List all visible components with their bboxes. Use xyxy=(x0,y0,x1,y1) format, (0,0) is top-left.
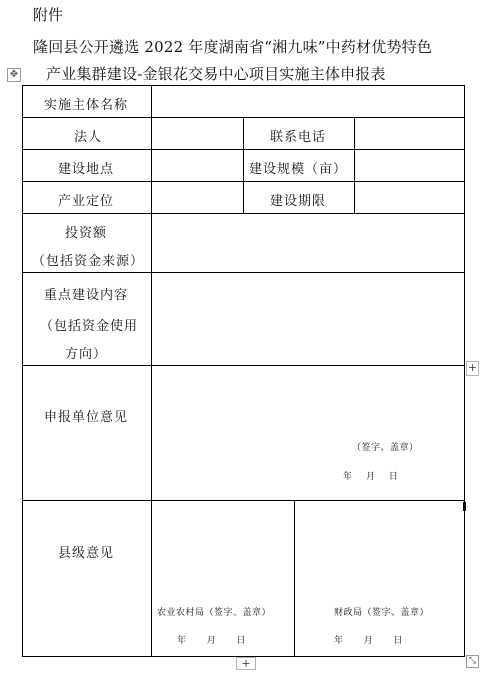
attachment-label: 附件 xyxy=(33,6,64,24)
content-sub2: 方向） xyxy=(65,347,108,362)
entity-name-label: 实施主体名称 xyxy=(44,98,129,113)
finance-date-label: 年 月 日 xyxy=(334,636,403,646)
content-label: 重点建设内容 xyxy=(44,288,129,303)
table-resize-icon[interactable]: ⤡ xyxy=(466,655,479,668)
unit-date-label: 年 月 日 xyxy=(343,472,399,482)
table-move-icon[interactable]: ✥ xyxy=(7,68,21,82)
add-column-plus-icon[interactable]: + xyxy=(467,361,478,374)
scale-label: 建设规模（亩） xyxy=(249,162,348,177)
content-sub1: （包括资金使用 xyxy=(40,319,139,334)
period-label: 建设期限 xyxy=(270,194,327,209)
location-label: 建设地点 xyxy=(58,162,115,177)
document-title-line1: 隆回县公开遴选 2022 年度湖南省“湘九味”中药材优势特色 xyxy=(33,38,433,56)
cursor-marker xyxy=(463,502,466,511)
county-opinion-label: 县级意见 xyxy=(58,546,115,561)
agri-bureau-sign-label: 农业农村局（签字、盖章） xyxy=(157,608,272,618)
phone-label: 联系电话 xyxy=(270,130,327,145)
add-row-plus-icon[interactable]: + xyxy=(236,657,256,670)
legal-rep-label: 法人 xyxy=(74,130,103,145)
document-title-line2: 产业集群建设-金银花交易中心项目实施主体申报表 xyxy=(46,65,386,83)
investment-sub: （包括资金来源） xyxy=(32,254,145,269)
agri-date-label: 年 月 日 xyxy=(177,636,246,646)
unit-sign-label: （签字、盖章） xyxy=(352,443,419,453)
investment-label: 投资额 xyxy=(65,226,108,241)
finance-bureau-sign-label: 财政局（签字、盖章） xyxy=(334,608,430,618)
positioning-label: 产业定位 xyxy=(58,194,115,209)
unit-opinion-label: 申报单位意见 xyxy=(44,410,129,425)
